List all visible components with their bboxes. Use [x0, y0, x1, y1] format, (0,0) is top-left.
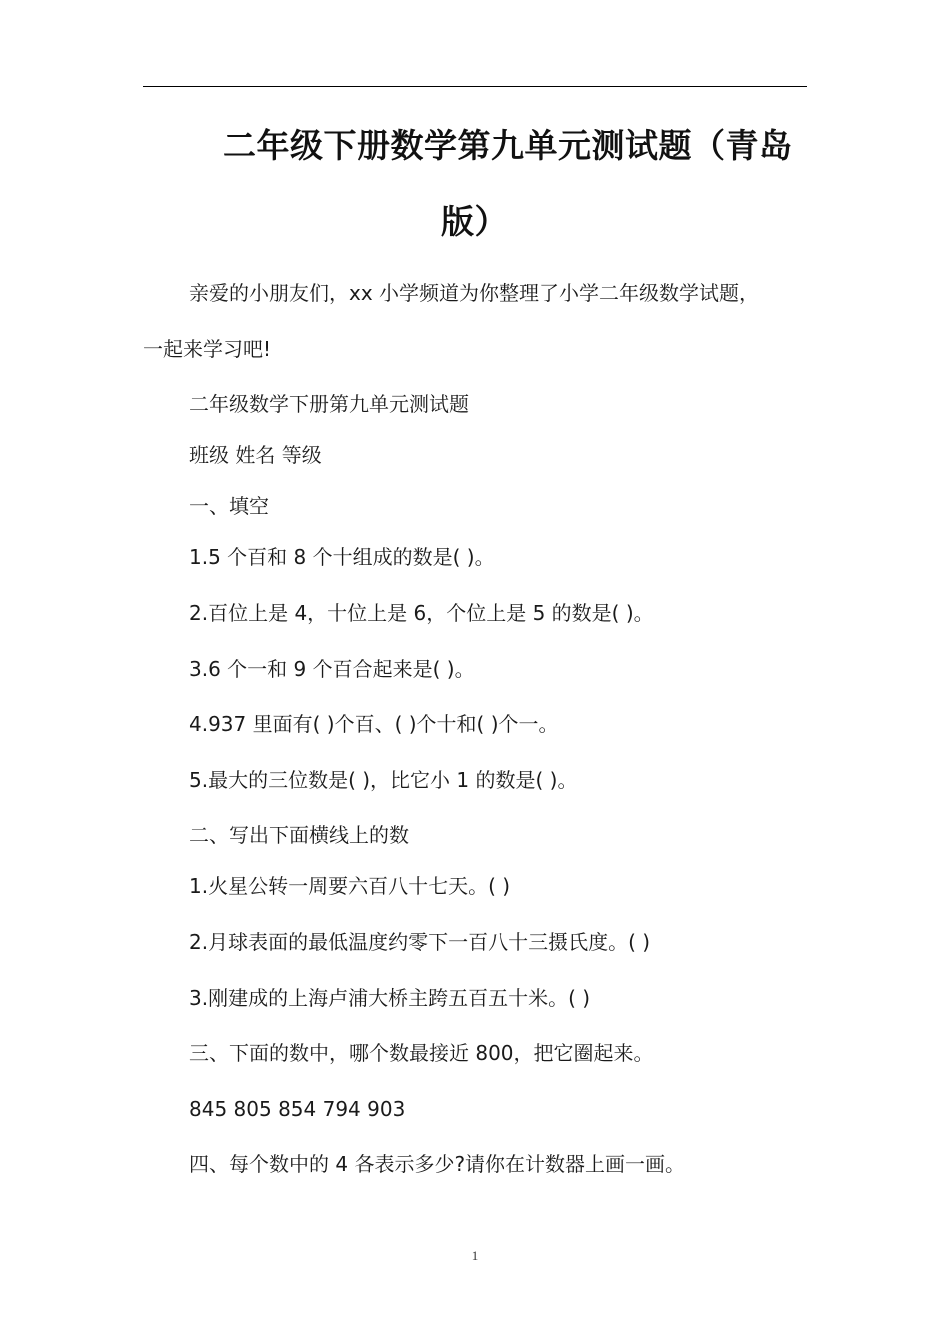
section-2-item: 1.火星公转一周要六百八十七天。( ) [189, 874, 511, 898]
section-2-heading: 二、写出下面横线上的数 [189, 823, 409, 847]
section-3-numbers: 845 805 854 794 903 [189, 1097, 406, 1121]
section-1-item: 2.百位上是 4，十位上是 6，个位上是 5 的数是( )。 [189, 601, 654, 625]
test-subtitle: 二年级数学下册第九单元测试题 [189, 392, 469, 416]
header-fields: 班级 姓名 等级 [189, 443, 322, 467]
document-title-line-2: 版） [441, 202, 508, 241]
section-1-item: 3.6 个一和 9 个百合起来是( )。 [189, 657, 475, 681]
document-title-line-1: 二年级下册数学第九单元测试题（青岛 [223, 126, 793, 165]
intro-paragraph-line-2: 一起来学习吧! [143, 337, 272, 361]
section-1-item: 1.5 个百和 8 个十组成的数是( )。 [189, 545, 495, 569]
section-3-heading: 三、下面的数中，哪个数最接近 800，把它圈起来。 [189, 1041, 654, 1065]
header-rule [143, 86, 807, 87]
page-number: 1 [471, 1248, 479, 1263]
section-2-item: 2.月球表面的最低温度约零下一百八十三摄氏度。( ) [189, 930, 651, 954]
section-1-item: 5.最大的三位数是( )，比它小 1 的数是( )。 [189, 768, 578, 792]
section-1-heading: 一、填空 [189, 494, 269, 518]
section-1-item: 4.937 里面有( )个百、( )个十和( )个一。 [189, 712, 559, 736]
section-4-heading: 四、每个数中的 4 各表示多少?请你在计数器上画一画。 [189, 1152, 686, 1176]
section-2-item: 3.刚建成的上海卢浦大桥主跨五百五十米。( ) [189, 986, 591, 1010]
intro-paragraph-line-1: 亲爱的小朋友们，xx 小学频道为你整理了小学二年级数学试题， [189, 281, 760, 305]
